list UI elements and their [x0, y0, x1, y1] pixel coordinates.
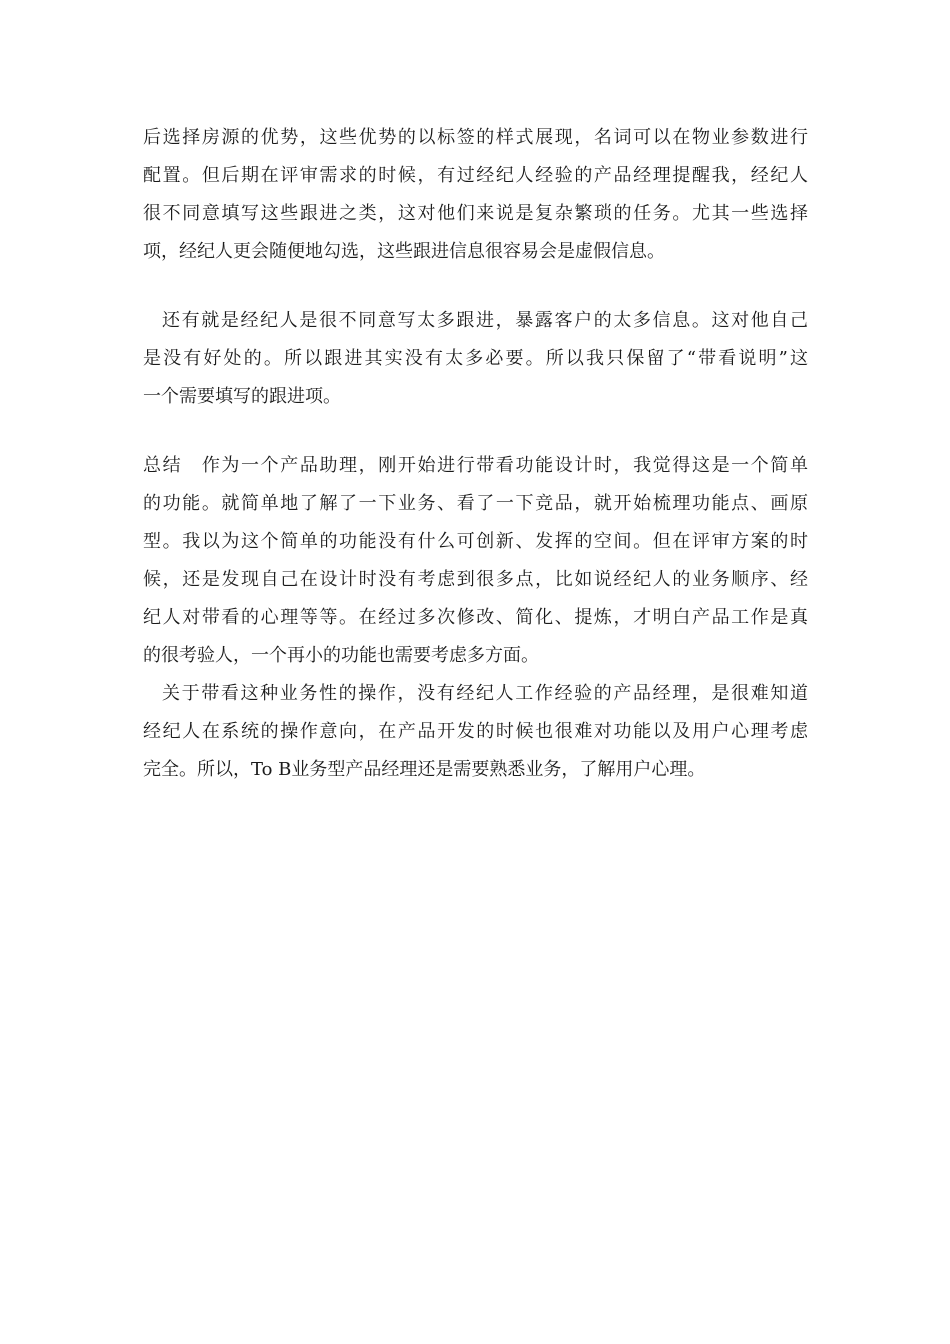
- paragraph-line: 后选择房源的优势，这些优势的以标签的样式展现，名词可以在物业参数进行: [143, 127, 808, 148]
- paragraph-line: 型。我以为这个简单的功能没有什么可创新、发挥的空间。但在评审方案的时: [143, 531, 808, 552]
- paragraph-line: 的功能。就简单地了解了一下业务、看了一下竞品，就开始梳理功能点、画原: [143, 493, 808, 514]
- paragraph-line: 关于带看这种业务性的操作，没有经纪人工作经验的产品经理，是很难知道: [162, 683, 808, 704]
- paragraph-line: 候，还是发现自己在设计时没有考虑到很多点，比如说经纪人的业务顺序、经: [143, 569, 808, 590]
- paragraph-line: 纪人对带看的心理等等。在经过多次修改、简化、提炼，才明白产品工作是真: [143, 607, 808, 628]
- paragraph-line: 项，经纪人更会随便地勾选，这些跟进信息很容易会是虚假信息。: [143, 241, 665, 262]
- paragraph-line: 完全。所以，To B业务型产品经理还是需要熟悉业务，了解用户心理。: [143, 759, 706, 780]
- paragraph-line: 还有就是经纪人是很不同意写太多跟进，暴露客户的太多信息。这对他自己: [162, 310, 808, 331]
- paragraph-line: 的很考验人，一个再小的功能也需要考虑多方面。: [143, 645, 539, 666]
- paragraph-line: 是没有好处的。所以跟进其实没有太多必要。所以我只保留了“带看说明”这: [143, 348, 808, 369]
- paragraph-line: 经纪人在系统的操作意向，在产品开发的时候也很难对功能以及用户心理考虑: [143, 721, 808, 742]
- paragraph-line: 总结 作为一个产品助理，刚开始进行带看功能设计时，我觉得这是一个简单: [143, 455, 808, 476]
- paragraph-line: 很不同意填写这些跟进之类，这对他们来说是复杂繁琐的任务。尤其一些选择: [143, 203, 808, 224]
- paragraph-line: 一个需要填写的跟进项。: [143, 386, 341, 407]
- paragraph-line: 配置。但后期在评审需求的时候，有过经纪人经验的产品经理提醒我，经纪人: [143, 165, 808, 186]
